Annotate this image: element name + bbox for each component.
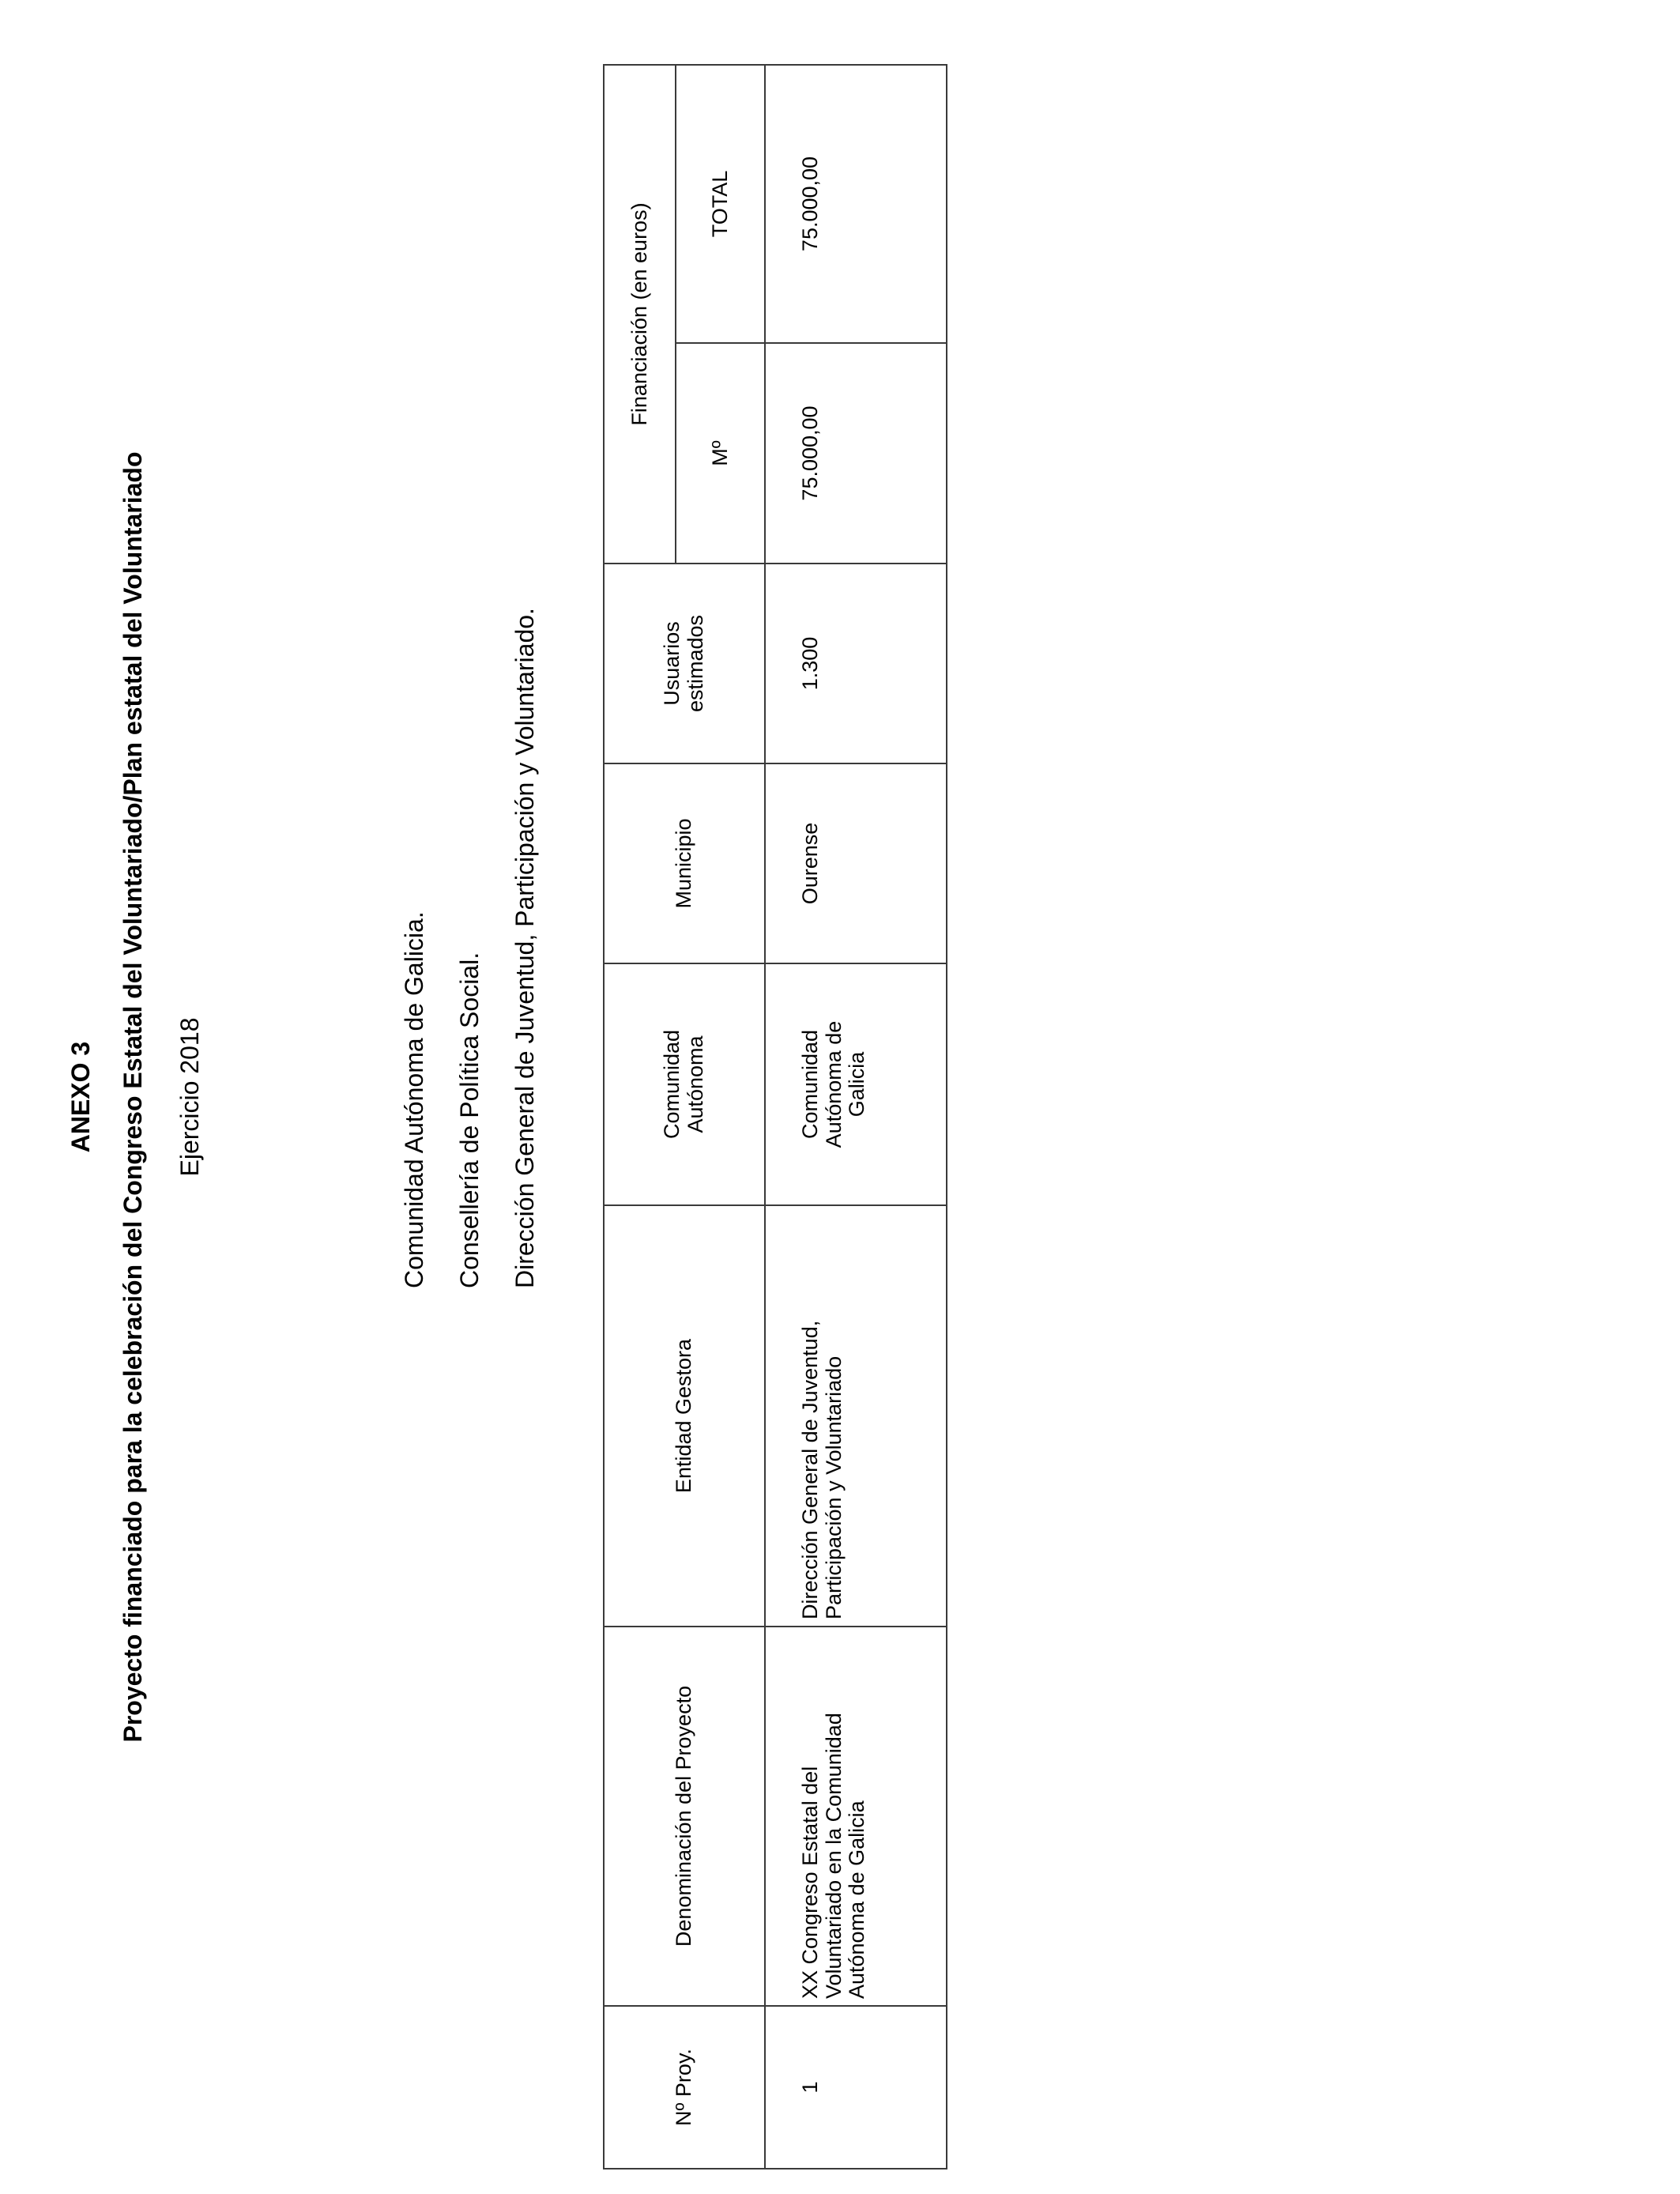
cell-denominacion xyxy=(765,1627,947,2006)
header-m: Mº xyxy=(676,343,765,564)
header-comunidad-line2: Autónoma xyxy=(684,1035,707,1133)
header-num: Nº Proy. xyxy=(604,2006,765,2169)
cell-comunidad-line1: Comunidad xyxy=(798,1029,822,1140)
cell-municipio: Ourense xyxy=(765,763,947,963)
cell-entidad xyxy=(765,1205,947,1627)
document-title: Proyecto financiado para la celebración del Congreso Estatal del Voluntariado/Plan estatal del Voluntariado xyxy=(119,451,147,1743)
cell-comunidad-line2: Autónoma de xyxy=(821,1020,846,1148)
cell-entidad-line1: Dirección General de Juventud, xyxy=(798,1320,822,1619)
cell-usuarios: 1.300 xyxy=(765,564,947,763)
cell-num: 1 xyxy=(765,2006,947,2169)
header-entidad: Entidad Gestora xyxy=(604,1205,765,1627)
header-usuarios-line1: Usuarios xyxy=(660,621,684,706)
projects-table xyxy=(603,64,947,2169)
header-line-directorate: Dirección General de Juventud, Participación y Voluntariado. xyxy=(510,608,539,1288)
header-financiacion: Financiación (en euros) xyxy=(604,65,676,564)
cell-denominacion-line2: Voluntariado en la Comunidad xyxy=(821,1713,846,1999)
header-total: TOTAL xyxy=(676,65,765,343)
exercise-year: Ejercicio 2018 xyxy=(175,1017,204,1177)
header-usuarios xyxy=(604,564,765,763)
header-comunidad-line1: Comunidad xyxy=(660,1029,684,1140)
header-municipio: Municipio xyxy=(604,763,765,963)
cell-comunidad xyxy=(765,963,947,1205)
cell-entidad-line2: Participación y Voluntariado xyxy=(821,1355,846,1619)
cell-comunidad-line3: Galicia xyxy=(845,1051,869,1118)
header-denominacion: Denominación del Proyecto xyxy=(604,1627,765,2006)
header-line-department: Consellería de Política Social. xyxy=(455,952,484,1288)
annex-title: ANEXO 3 xyxy=(66,1041,95,1153)
table-row xyxy=(765,65,947,2169)
header-usuarios-line2: estimados xyxy=(684,614,707,713)
header-line-community: Comunidad Autónoma de Galicia. xyxy=(400,911,428,1288)
header-comunidad xyxy=(604,963,765,1205)
cell-total: 75.000,00 xyxy=(765,65,947,343)
cell-denominacion-line1: XX Congreso Estatal del xyxy=(798,1766,822,1999)
cell-denominacion-line3: Autónoma de Galicia xyxy=(845,1800,869,1999)
cell-m: 75.000,00 xyxy=(765,343,947,564)
